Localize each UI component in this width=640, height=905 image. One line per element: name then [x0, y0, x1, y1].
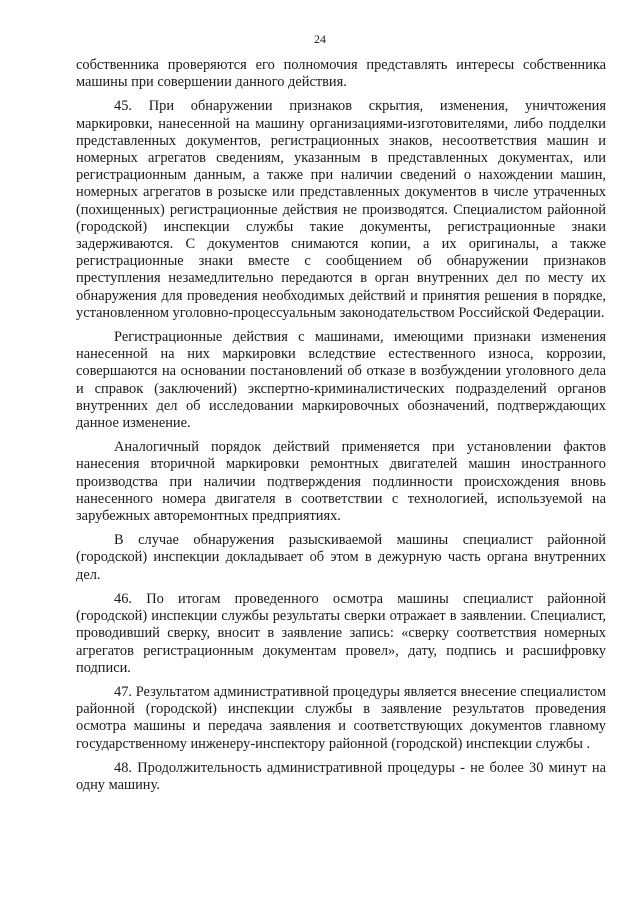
- paragraph-wanted-machine: В случае обнаружения разыскиваемой машины специалист районной (городской) инспекции докладывает об этом в дежурную часть органа внутренних дел.: [76, 532, 606, 583]
- paragraph-registration-actions: Регистрационные действия с машинами, имеющими признаки изменения нанесенной на них маркировки вследствие естественного износа, коррозии, совершаются на основании постановлений об отказе в возбуждении уголовного дела и справок (заключений) экспертно-криминалистических подразделений органов внутренних дел об исследовании маркировочных обозначений, подтверждающих данное изменение.: [76, 329, 606, 432]
- paragraph-46: 46. По итогам проведенного осмотра машины специалист районной (городской) инспекции службы результаты сверки отражает в заявлении. Специалист, проводивший сверку, вносит в заявление запись: «сверку соответствия номерных агрегатов регистрационным документам провел», дату, подпись и расшифровку подписи.: [76, 590, 606, 676]
- page-number: 24: [314, 32, 326, 46]
- document-body: [76, 57, 606, 794]
- paragraph-similar-procedure: Аналогичный порядок действий применяется при установлении фактов нанесения вторичной маркировки ремонтных двигателей машин иностранного производства при наличии подтверждения подлинности происхождения вновь нанесенного номера двигателя в соответствии с технологией, используемой на зарубежных авторемонтных предприятиях.: [76, 439, 606, 525]
- paragraph-48: 48. Продолжительность административной процедуры - не более 30 минут на одну машину.: [76, 759, 606, 793]
- paragraph-continuation: собственника проверяются его полномочия представлять интересы собственника машины при совершении данного действия.: [76, 57, 606, 91]
- paragraph-45: 45. При обнаружении признаков скрытия, изменения, уничтожения маркировки, нанесенной на машину организациями-изготовителями, либо подделки представленных документов, регистрационных знаков, несоответствия машин и номерных агрегатов сведениям, указанным в представленных документах, или регистрационным данным, а также при наличии сведений о нахождении машин, номерных агрегатов в розыске или представленных документов в числе утраченных (похищенных) регистрационные действия не производятся. Специалистом районной (городской) инспекции службы такие документы, регистрационные знаки задерживаются. С документов снимаются копии, а их оригиналы, а также регистрационные знаки вместе с сообщением об обнаружении признаков преступления незамедлительно передаются в орган внутренних дел по месту их обнаружения для проведения необходимых действий и принятия решения в порядке, установленном уголовно-процессуальным законодательством Российской Федерации.: [76, 98, 606, 321]
- paragraph-47: 47. Результатом административной процедуры является внесение специалистом районной (городской) инспекции службы в заявление результатов проведения осмотра машины и передача заявления и соответствующих документов главному государственному инженеру-инспектору районной (городской) инспекции службы .: [76, 683, 606, 752]
